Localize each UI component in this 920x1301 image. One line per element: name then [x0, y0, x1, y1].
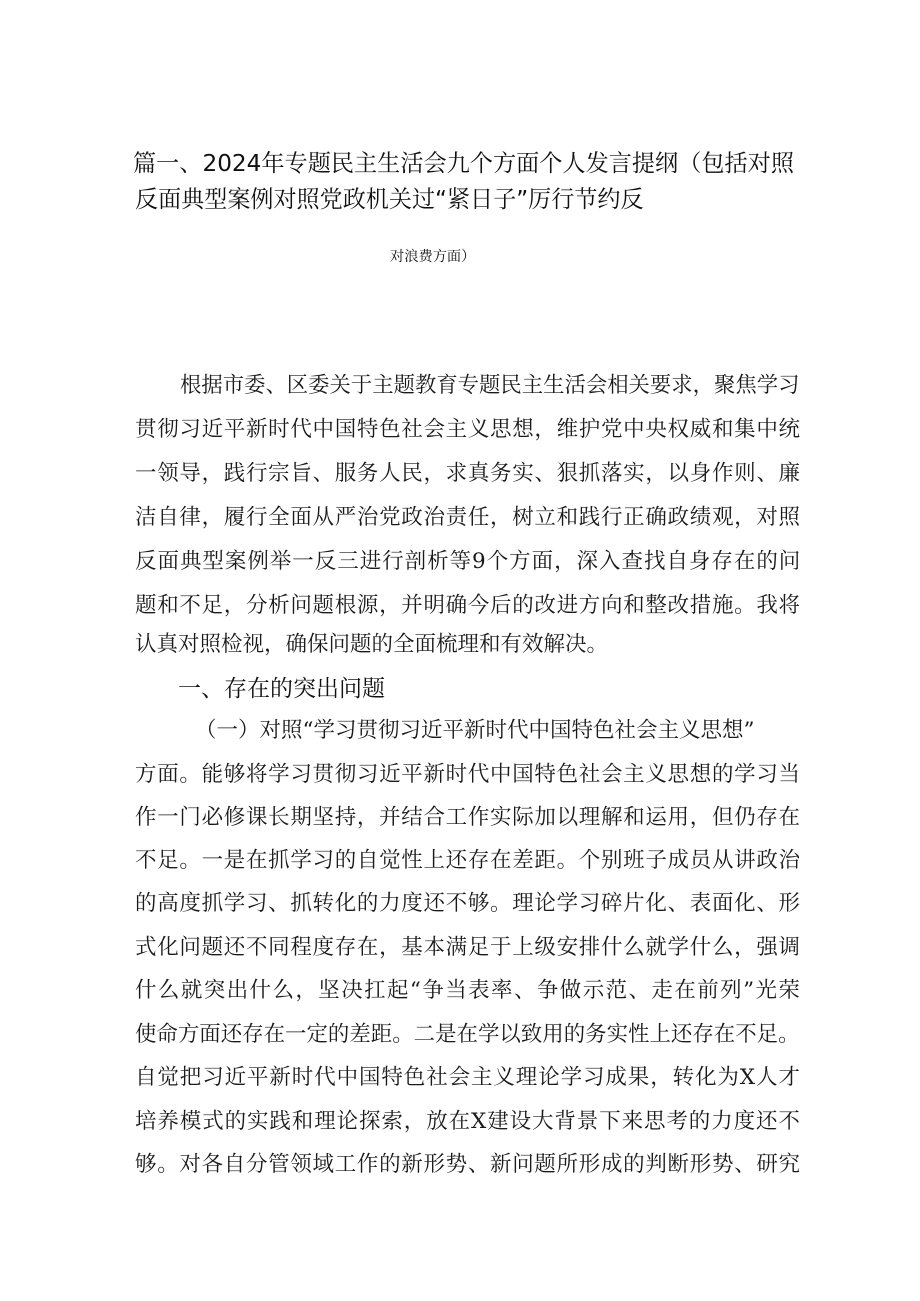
intro-line-2: 贯彻习近平新时代中国特色社会主义思想，维护党中央权威和集中统 — [135, 417, 801, 442]
intro-line-6: 题和不足，分析问题根源，并明确今后的改进方向和整改措施。我将 — [135, 593, 801, 618]
intro-line-7: 认真对照检视，确保问题的全面梳理和有效解决。 — [135, 632, 609, 657]
body-line-1: （一）对照“学习贯彻习近平新时代中国特色社会主义思想” — [195, 718, 755, 743]
body-line-2: 方面。能够将学习贯彻习近平新时代中国特色社会主义思想的学习当 — [135, 762, 801, 787]
section-heading: 一、存在的突出问题 — [178, 676, 385, 702]
body-line-4: 不足。一是在抓学习的自觉性上还存在差距。个别班子成员从讲政治 — [135, 848, 801, 873]
document-title-line-2: 反面典型案例对照党政机关过“紧日子”厉行节约反 — [135, 187, 644, 213]
body-line-3: 作一门必修课长期坚持，并结合工作实际加以理解和运用，但仍存在 — [135, 805, 801, 830]
body-line-8: 使命方面还存在一定的差距。二是在学以致用的务实性上还存在不足。 — [135, 1022, 800, 1047]
body-line-11: 够。对各自分管领域工作的新形势、新问题所形成的判断形势、研究 — [135, 1152, 801, 1177]
body-line-10: 培养模式的实践和理论探索，放在X建设大背景下来思考的力度还不 — [135, 1109, 801, 1134]
intro-line-4: 洁自律，履行全面从严治党政治责任，树立和践行正确政绩观，对照 — [135, 505, 801, 530]
document-title-line-1: 篇一、2024年专题民主生活会九个方面个人发言提纲（包括对照 — [133, 151, 794, 177]
intro-line-5: 反面典型案例举一反三进行剖析等9个方面，深入查找自身存在的问 — [135, 549, 802, 574]
document-title-line-3: 对浪费方面） — [390, 249, 476, 265]
intro-line-3: 一领导，践行宗旨、服务人民，求真务实、狠抓落实，以身作则、廉 — [135, 461, 801, 486]
body-line-7: 什么就突出什么，坚决扛起“争当表率、争做示范、走在前列”光荣 — [135, 978, 802, 1003]
body-line-9: 自觉把习近平新时代中国特色社会主义理论学习成果，转化为X人才 — [135, 1065, 801, 1090]
body-line-6: 式化问题还不同程度存在，基本满足于上级安排什么就学什么，强调 — [135, 935, 801, 960]
intro-line-1: 根据市委、区委关于主题教育专题民主生活会相关要求，聚焦学习 — [180, 373, 800, 398]
body-line-5: 的高度抓学习、抓转化的力度还不够。理论学习碎片化、表面化、形 — [135, 891, 801, 916]
